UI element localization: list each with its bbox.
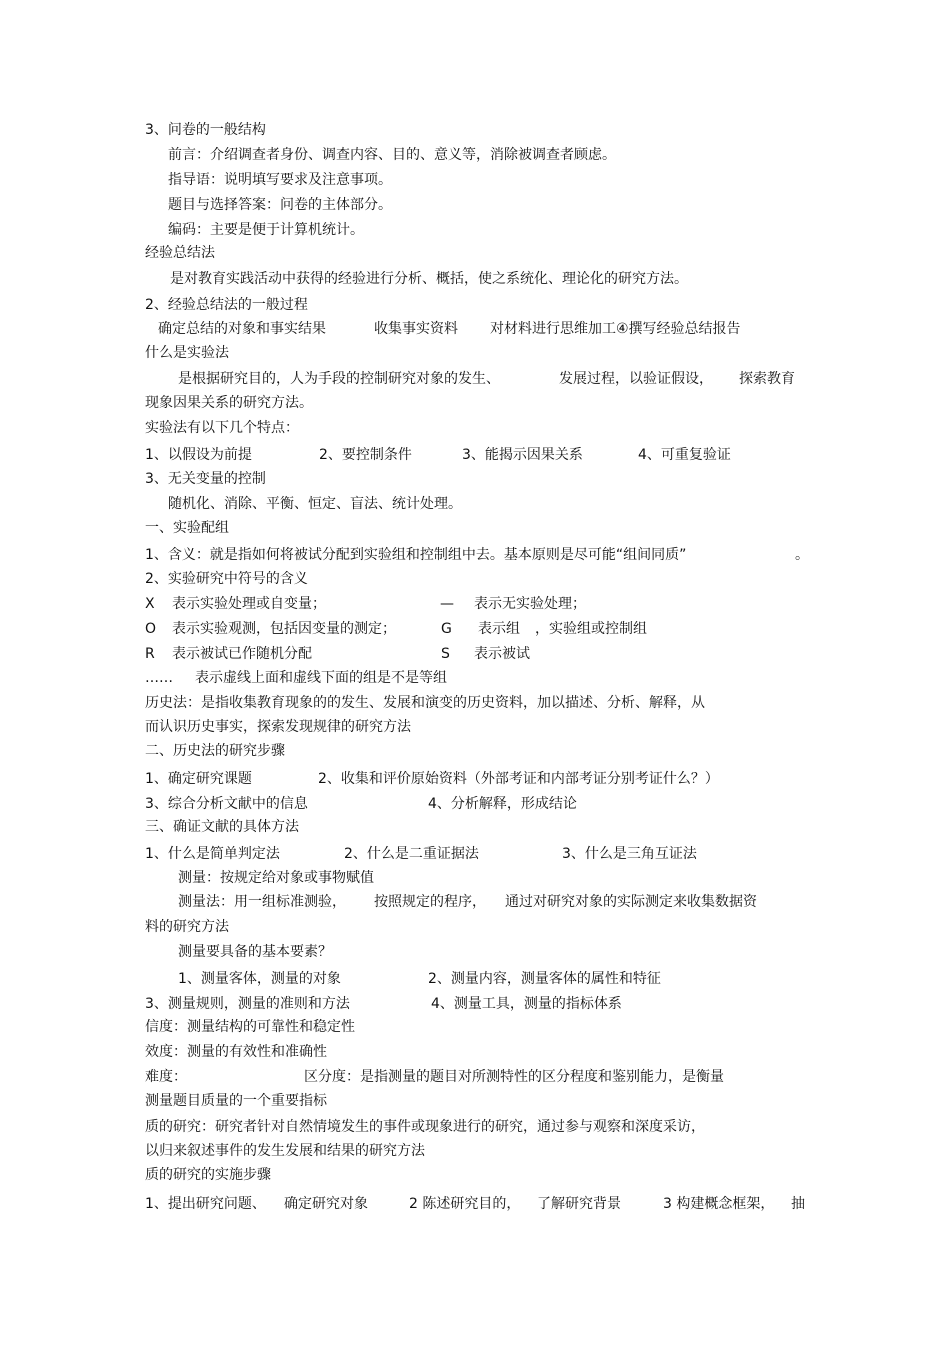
text-line: 测量：按规定给对象或事物赋值 — [178, 870, 374, 886]
text-line: 编码：主要是便于计算机统计。 — [168, 222, 364, 238]
text-segment: 难度： — [145, 1069, 187, 1085]
text-line: 测量要具备的基本要素？ — [178, 944, 332, 960]
text-line: 随机化、消除、平衡、恒定、盲法、统计处理。 — [168, 496, 462, 512]
text-segment: 发展过程，以验证假设， — [559, 371, 713, 387]
heading-line: 质的研究的实施步骤 — [145, 1167, 271, 1183]
text-segment: 探索教育 — [739, 371, 795, 387]
text-segment: 表示虚线上面和虚线下面的组是不是等组 — [195, 670, 447, 686]
text-line: 质的研究：研究者针对自然情境发生的事件或现象进行的研究，通过参与观察和深度采访， — [145, 1119, 705, 1135]
text-segment: 3、测量规则，测量的准则和方法 — [145, 996, 350, 1012]
heading-questionnaire-structure: 3、问卷的一般结构 — [145, 122, 266, 138]
text-segment: 表示被试已作随机分配 — [172, 646, 312, 662]
text-line: 3、无关变量的控制 — [145, 471, 266, 487]
text-segment: 3、综合分析文献中的信息 — [145, 796, 308, 812]
text-segment: 确定总结的对象和事实结果 — [158, 321, 326, 337]
text-segment: 1、含义：就是指如何将被试分配到实验组和控制组中去。基本原则是尽可能“组间同质” — [145, 547, 687, 563]
text-line: 以归来叙述事件的发生发展和结果的研究方法 — [145, 1143, 425, 1159]
text-segment: 区分度：是指测量的题目对所测特性的区分程度和鉴别能力，是衡量 — [304, 1069, 724, 1085]
text-line: 效度：测量的有效性和准确性 — [145, 1044, 327, 1060]
text-segment: 。 — [795, 547, 809, 563]
text-segment: 2、什么是二重证据法 — [344, 846, 479, 862]
text-segment: 2、要控制条件 — [319, 447, 412, 463]
symbol: S — [441, 646, 450, 662]
text-segment: 1、以假设为前提 — [145, 447, 252, 463]
text-line: 是对教育实践活动中获得的经验进行分析、概括，使之系统化、理论化的研究方法。 — [170, 271, 688, 287]
symbol: X — [145, 596, 155, 612]
heading-line: 一、实验配组 — [145, 520, 229, 536]
text-segment: 测量法：用一组标准测验， — [178, 894, 346, 910]
text-segment: ，实验组或控制组 — [535, 621, 647, 637]
text-segment: 抽 — [791, 1196, 805, 1212]
text-line: 信度：测量结构的可靠性和稳定性 — [145, 1019, 355, 1035]
text-line: 测量题目质量的一个重要指标 — [145, 1093, 327, 1109]
text-segment: 1、什么是简单判定法 — [145, 846, 280, 862]
text-segment: 2、测量内容，测量客体的属性和特征 — [428, 971, 661, 987]
heading-line: 三、确证文献的具体方法 — [145, 819, 299, 835]
text-segment: 了解研究背景 — [537, 1196, 621, 1212]
symbol: R — [145, 646, 155, 662]
text-segment: 1、测量客体，测量的对象 — [178, 971, 341, 987]
text-segment: 3 构建概念框架， — [663, 1196, 775, 1212]
text-line: 现象因果关系的研究方法。 — [145, 395, 313, 411]
heading-line: 二、历史法的研究步骤 — [145, 743, 285, 759]
text-segment: 表示组 — [478, 621, 520, 637]
symbol: …… — [145, 670, 173, 686]
text-segment: 按照规定的程序， — [374, 894, 486, 910]
text-segment: 表示无实验处理； — [474, 596, 586, 612]
text-line: 指导语：说明填写要求及注意事项。 — [168, 172, 392, 188]
text-segment: 2 陈述研究目的， — [409, 1196, 521, 1212]
symbol: O — [145, 621, 157, 637]
text-segment: 1、确定研究课题 — [145, 771, 252, 787]
text-segment: 表示被试 — [474, 646, 530, 662]
heading-line: 2、经验总结法的一般过程 — [145, 297, 308, 313]
text-segment: 4、可重复验证 — [638, 447, 731, 463]
text-segment: 4、测量工具，测量的指标体系 — [431, 996, 622, 1012]
text-line: 题目与选择答案：问卷的主体部分。 — [168, 197, 392, 213]
text-segment: 3、什么是三角互证法 — [562, 846, 697, 862]
symbol: — — [440, 596, 454, 612]
text-segment: 2、收集和评价原始资料（外部考证和内部考证分别考证什么？） — [318, 771, 719, 787]
text-segment: 1、提出研究问题、 — [145, 1196, 266, 1212]
text-segment: 表示实验处理或自变量； — [172, 596, 326, 612]
text-segment: 确定研究对象 — [284, 1196, 368, 1212]
text-line: 历史法：是指收集教育现象的的发生、发展和演变的历史资料，加以描述、分析、解释，从 — [145, 695, 705, 711]
symbol: G — [441, 621, 452, 637]
text-segment: 4、分析解释，形成结论 — [428, 796, 577, 812]
text-segment: 是根据研究目的，人为手段的控制研究对象的发生、 — [178, 371, 500, 387]
text-line: 实验法有以下几个特点： — [145, 420, 299, 436]
heading-experiment-method: 什么是实验法 — [145, 345, 229, 361]
text-line: 而认识历史事实，探索发现规律的研究方法 — [145, 719, 411, 735]
text-line: 料的研究方法 — [145, 919, 229, 935]
text-segment: 通过对研究对象的实际测定来收集数据资 — [505, 894, 757, 910]
text-segment: 对材料进行思维加工④撰写经验总结报告 — [490, 321, 741, 337]
text-segment: 3、能揭示因果关系 — [462, 447, 583, 463]
text-segment: 表示实验观测，包括因变量的测定； — [172, 621, 396, 637]
heading-experience-summary: 经验总结法 — [145, 245, 215, 261]
text-line: 前言：介绍调查者身份、调查内容、目的、意义等，消除被调查者顾虑。 — [168, 147, 616, 163]
text-line: 2、实验研究中符号的含义 — [145, 571, 308, 587]
text-segment: 收集事实资料 — [374, 321, 458, 337]
